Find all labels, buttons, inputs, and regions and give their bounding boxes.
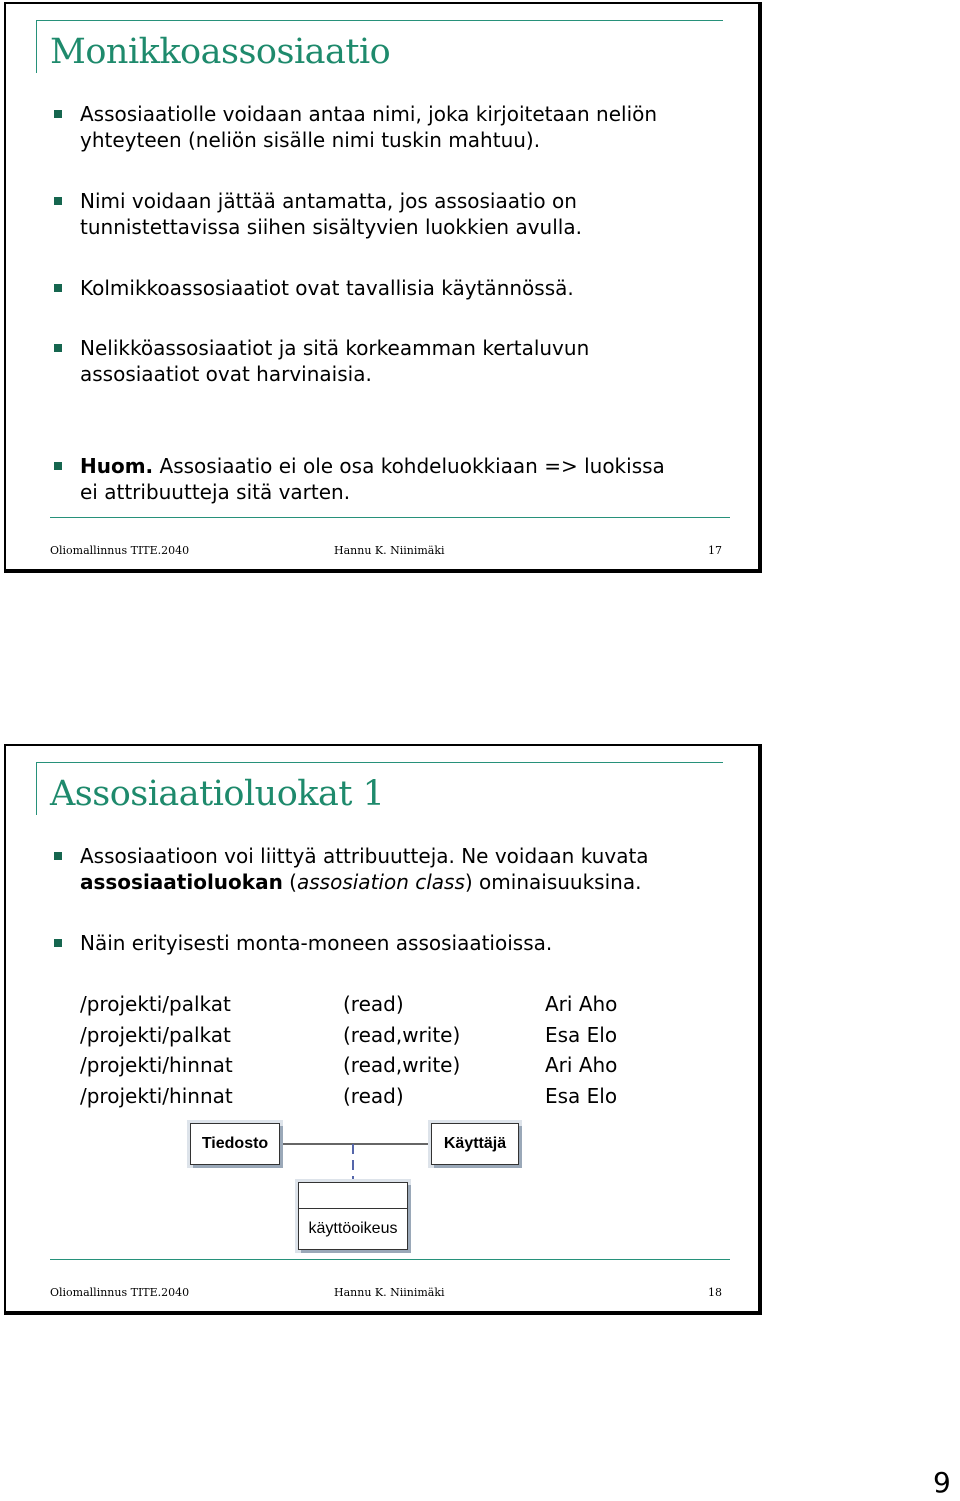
slide-title: Assosiaatioluokat 1 (50, 774, 385, 814)
bullet-5: Huom. Assosiaatio ei ole osa kohdeluokkiaan => luokissa ei attribuutteja sitä varten. (80, 454, 665, 504)
bullet-3: Kolmikkoassosiaatiot ovat tavallisia käytännössä. (80, 276, 574, 300)
bullet-2: Nimi voidaan jättää antamatta, jos assosiaatio on tunnistettavissa siihen sisältyvien luokkien avulla. (80, 189, 582, 239)
term-bold: assosiaatioluokan (80, 870, 283, 894)
class-attribute: käyttöoikeus (308, 1220, 398, 1237)
bullet-4: Nelikköassosiaatiot ja sitä korkeamman kertaluvun assosiaatiot ovat harvinaisia. (80, 336, 590, 386)
class-name-compartment (299, 1183, 407, 1209)
footer-author: Hannu K. Niinimäki (334, 544, 445, 557)
footer-rule (50, 1259, 730, 1260)
footer-author: Hannu K. Niinimäki (334, 1286, 445, 1299)
class-tiedosto: Tiedosto (190, 1123, 280, 1165)
slide-18: Assosiaatioluokat 1 Assosiaatioon voi liittyä attribuutteja. Ne voidaan kuvata assosiaatioluokan (assosiation class) ominaisuuksina. Näin erityisesti monta-moneen assosiaatioissa. /projekti/palkat (read) Ari Aho /projekti/palkat (read,write) Esa Elo /projekti/hinnat (read,write) Ari Aho /projekti/hinnat (read) Esa Elo Tiedosto Käyttäjä käyttöoikeus Oliomallinnus TITE.2040 Hannu K. Niinimäki 18 (4, 744, 762, 1315)
slide-title: Monikkoassosiaatio (50, 32, 391, 72)
term-english: assosiation class (297, 870, 465, 894)
association-class-kayttooikeus (298, 1182, 408, 1250)
huom-label: Huom. (80, 454, 154, 478)
bullet-1: Assosiaatiolle voidaan antaa nimi, joka kirjoitetaan neliön yhteyteen (neliön sisälle nimi tuskin mahtuu). (80, 102, 658, 152)
page-number: 9 (933, 1466, 951, 1499)
footer-rule (50, 517, 730, 518)
footer-course: Oliomallinnus TITE.2040 (50, 544, 190, 557)
slide-17 (4, 2, 762, 573)
footer-page: 18 (708, 1286, 722, 1299)
bullet-1: Assosiaatioon voi liittyä attribuutteja. Ne voidaan kuvata assosiaatioluokan (assosiation class) ominaisuuksina. (80, 844, 649, 894)
class-kayttaja: Käyttäjä (431, 1123, 519, 1165)
footer-course: Oliomallinnus TITE.2040 (50, 1286, 190, 1299)
footer-page: 17 (708, 544, 722, 557)
bullet-2: Näin erityisesti monta-moneen assosiaatioissa. (80, 931, 553, 955)
